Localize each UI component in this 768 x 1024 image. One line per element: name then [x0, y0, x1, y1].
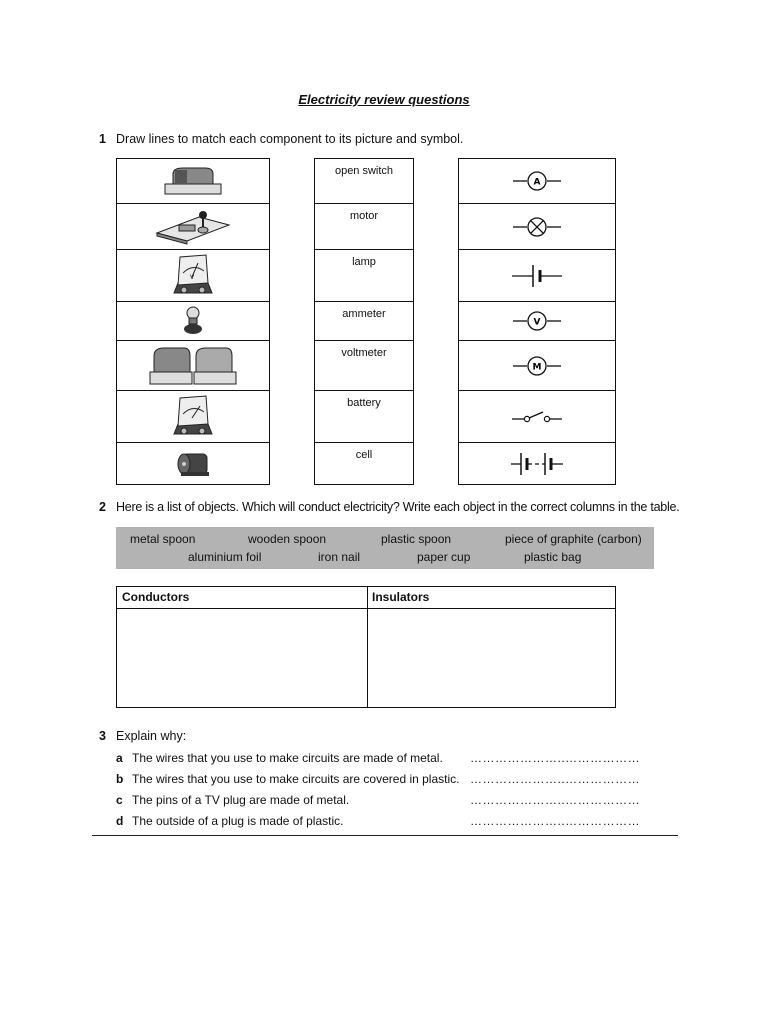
symbol-cell[interactable] — [459, 250, 615, 302]
cell-symbol-icon — [512, 263, 562, 289]
item-c-answer-line[interactable]: …………………..……………… — [470, 793, 641, 807]
item-c-text: The pins of a TV plug are made of metal. — [132, 793, 350, 807]
insulators-header: Insulators — [372, 590, 430, 604]
question-2-number: 2 — [99, 500, 106, 514]
item-d-answer-line[interactable]: …………………..……………… — [470, 814, 641, 828]
name-label: lamp — [352, 256, 376, 268]
voltmeter-picture-icon — [168, 253, 218, 299]
word-item: wooden spoon — [248, 532, 327, 546]
word-item: paper cup — [417, 550, 471, 564]
symbol-cell[interactable] — [459, 443, 615, 484]
lamp-symbol-icon — [513, 216, 561, 238]
motor-symbol-icon — [513, 355, 561, 377]
lamp-picture-icon — [182, 305, 204, 337]
ammeter-symbol-letter: A — [533, 177, 541, 188]
ammeter-picture-icon — [168, 394, 218, 440]
insulators-answer-area[interactable] — [368, 609, 615, 707]
name-label: motor — [349, 210, 379, 222]
name-cell[interactable] — [315, 443, 413, 484]
conductors-header: Conductors — [122, 590, 190, 604]
word-item: metal spoon — [130, 532, 196, 546]
conductors-answer-area[interactable] — [117, 609, 366, 707]
item-d-label: d — [116, 814, 124, 828]
switch-picture-icon — [153, 209, 233, 245]
name-cell[interactable] — [315, 341, 413, 391]
cell-picture-icon — [161, 164, 225, 198]
symbol-cell[interactable] — [459, 341, 615, 391]
name-cell[interactable] — [315, 302, 413, 341]
name-cell[interactable] — [315, 391, 413, 443]
table-header-row — [117, 587, 615, 609]
battery-picture-icon — [148, 344, 238, 388]
name-cell[interactable] — [315, 159, 413, 204]
question-3-text: Explain why: — [116, 729, 187, 743]
item-b-text: The wires that you use to make circuits are covered in plastic. — [132, 772, 460, 786]
svg-text:V: V — [190, 273, 195, 281]
motor-picture-icon — [175, 450, 211, 478]
name-label: voltmeter — [341, 347, 387, 359]
item-c-label: c — [116, 793, 123, 807]
question-1-number: 1 — [99, 132, 106, 146]
symbol-cell[interactable] — [459, 159, 615, 204]
symbol-cell[interactable] — [459, 302, 615, 341]
picture-cell[interactable] — [117, 204, 269, 250]
item-b-answer-line[interactable]: …………………..……………… — [470, 772, 641, 786]
word-bank — [116, 527, 654, 569]
symbol-cell[interactable] — [459, 204, 615, 250]
picture-cell[interactable] — [117, 443, 269, 484]
conductors-insulators-table — [116, 586, 616, 708]
word-item: plastic spoon — [381, 532, 452, 546]
word-item: aluminium foil — [188, 550, 262, 564]
open-switch-symbol-icon — [512, 409, 562, 425]
item-d-text: The outside of a plug is made of plastic. — [132, 814, 344, 828]
ammeter-symbol-icon — [513, 170, 561, 192]
item-a-answer-line[interactable]: …………………..……………… — [470, 751, 641, 765]
word-item: plastic bag — [524, 550, 582, 564]
bottom-divider — [92, 835, 678, 836]
picture-cell[interactable] — [117, 302, 269, 341]
pictures-column — [116, 158, 270, 485]
page-title: Electricity review questions — [298, 92, 470, 107]
word-item: iron nail — [318, 550, 361, 564]
motor-symbol-letter: M — [532, 362, 542, 372]
name-label: battery — [347, 397, 381, 409]
item-a-text: The wires that you use to make circuits are made of metal. — [132, 751, 443, 765]
voltmeter-symbol-letter: V — [533, 317, 541, 328]
name-cell[interactable] — [315, 250, 413, 302]
name-label: ammeter — [342, 308, 386, 320]
name-cell[interactable] — [315, 204, 413, 250]
question-2-text: Here is a list of objects. Which will conduct electricity? Write each object in the correct columns in the table. — [116, 500, 680, 514]
picture-cell[interactable] — [117, 250, 269, 302]
symbols-column — [458, 158, 616, 485]
names-column — [314, 158, 414, 485]
item-a-label: a — [116, 751, 123, 765]
question-1-text: Draw lines to match each component to its picture and symbol. — [116, 132, 464, 146]
picture-cell[interactable] — [117, 341, 269, 391]
picture-cell[interactable] — [117, 391, 269, 443]
name-label: cell — [355, 449, 373, 461]
picture-cell[interactable] — [117, 159, 269, 204]
battery-symbol-icon — [511, 451, 563, 477]
question-3-number: 3 — [99, 729, 106, 743]
name-label: open switch — [334, 165, 394, 177]
symbol-cell[interactable] — [459, 391, 615, 443]
item-b-label: b — [116, 772, 124, 786]
voltmeter-symbol-icon — [513, 310, 561, 332]
word-item: piece of graphite (carbon) — [505, 532, 642, 546]
